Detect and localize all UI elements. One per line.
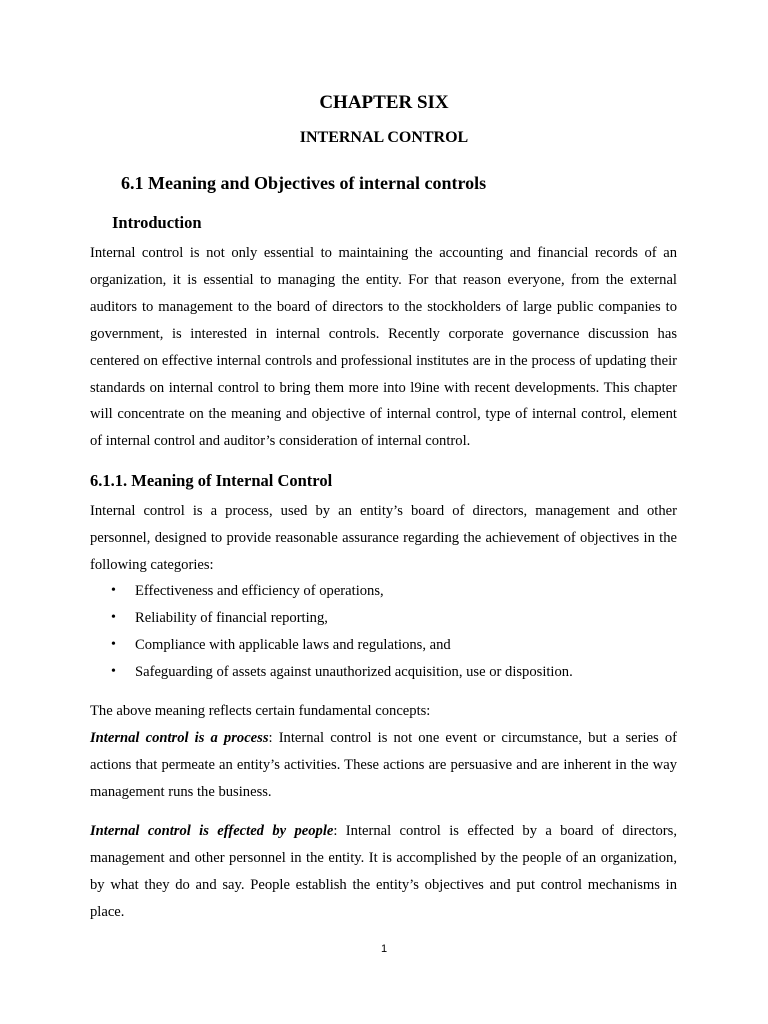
bullet-icon: •: [111, 663, 116, 679]
bullet-icon: •: [111, 609, 116, 625]
list-item: [90, 605, 677, 632]
section-heading: 6.1 Meaning and Objectives of internal controls: [121, 173, 487, 193]
concept-process-lead: Internal control is a process: [90, 730, 269, 746]
objectives-list: [90, 578, 677, 686]
meaning-paragraph: Internal control is a process, used by an entity’s board of directors, management and other personnel, designed to provide reasonable assurance regarding the achievement of objectives in the following categories:: [90, 503, 677, 573]
concept-people-paragraph: [90, 818, 677, 926]
list-item-text: Reliability of financial reporting,: [135, 609, 328, 626]
concept-process-text: : Internal control is not one event or circumstance, but a series of actions that permeate an entity’s activities. These actions are persuasive and are inherent in the way management runs the business.: [90, 730, 678, 800]
list-item: [90, 659, 677, 686]
subsection-heading: 6.1.1. Meaning of Internal Control: [90, 471, 333, 490]
concepts-intro: The above meaning reflects certain fundamental concepts:: [90, 703, 431, 719]
list-item-text: Safeguarding of assets against unauthorized acquisition, use or disposition.: [135, 663, 573, 680]
introduction-heading: Introduction: [112, 213, 202, 232]
list-item-text: Compliance with applicable laws and regulations, and: [135, 636, 451, 653]
concept-people-text: : Internal control is effected by a board of directors, management and other personnel in the entity. It is accomplished by the people of an organization, by what they do and say. People establish the entity’s objectives and put control mechanisms in place.: [90, 823, 677, 920]
concept-process-paragraph: [90, 725, 677, 806]
chapter-subtitle: INTERNAL CONTROL: [299, 129, 469, 146]
chapter-title: CHAPTER SIX: [319, 92, 449, 113]
bullet-icon: •: [111, 636, 116, 652]
page-number: 1: [380, 943, 388, 955]
list-item: [90, 578, 677, 605]
concept-people-lead: Internal control is effected by people: [90, 823, 334, 839]
bullet-icon: •: [111, 583, 116, 598]
list-item-text: Effectiveness and efficiency of operations,: [135, 583, 384, 599]
introduction-paragraph: Internal control is not only essential to maintaining the accounting and financial records of an organization, it is essential to managing the entity. For that reason everyone, from the external auditors to management to the board of directors to the stockholders of large public companies to government, is interested in internal controls. Recently corporate governance discussion has centered on effective internal controls and professional institutes are in the process of updating their standards on internal control to bring them more into l9ine with recent developments. This chapter will concentrate on the meaning and objective of internal control, type of internal control, element of internal control and auditor’s consideration of internal control.: [90, 245, 677, 450]
list-item: [90, 632, 677, 659]
